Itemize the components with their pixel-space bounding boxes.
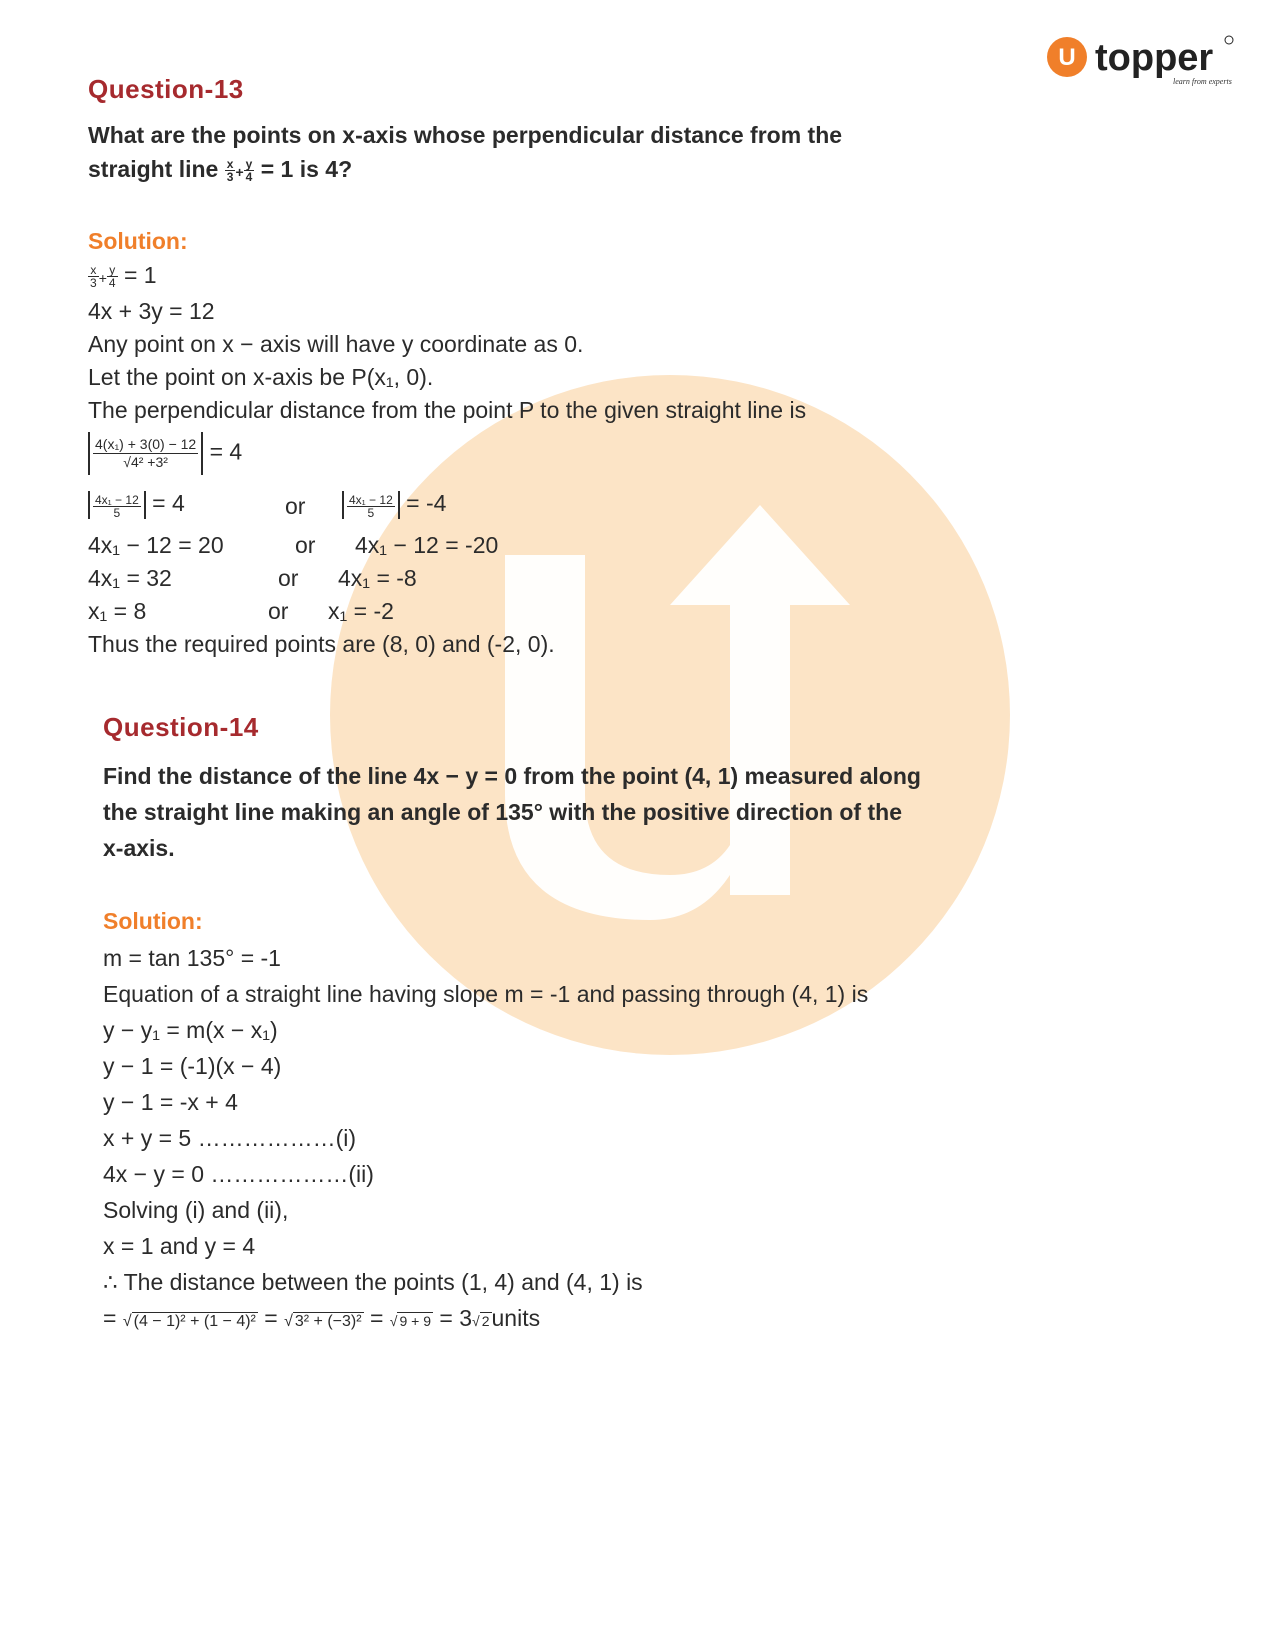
abs-numerator-2: 4x₁ − 12	[349, 492, 393, 507]
fraction-y-over-4: $\frac{y}{4}$	[245, 157, 253, 185]
final-sqrt-a: (4 − 1)² + (1 − 4)²	[133, 1313, 256, 1330]
distance-formula	[88, 432, 242, 475]
question-14-text-line3: x-axis.	[103, 835, 175, 861]
solution-14-line9: x = 1 and y = 4	[103, 1233, 256, 1259]
abs-numerator-1: 4x₁ − 12	[95, 492, 139, 507]
solution-14-line7: 4x − y = 0 ………………(ii)	[103, 1161, 374, 1187]
abs-denominator-2: 5	[367, 505, 375, 520]
distance-tail: = 4	[209, 438, 243, 465]
abs-equation-row-2	[342, 490, 446, 519]
question-13-text: What are the points on x-axis whose perpendicular distance from the straight line $\frac{x}{3}$ + $\frac{y}{4}$ = 1 is 4?	[88, 122, 843, 185]
solution-13-line3: Any point on x − axis will have y coordinate as 0.	[88, 331, 584, 357]
question-14-text-line2: the straight line making an angle of 135° with the positive direction of the	[103, 799, 902, 825]
final-sqrt-e: 2	[481, 1313, 490, 1329]
distance-denominator: √4² +3²	[123, 454, 168, 470]
abs-tail-2: = -4	[406, 490, 447, 516]
step3-left: x₁ = 8	[88, 598, 147, 624]
final-result: = 3	[439, 1305, 473, 1331]
solution-13-line5: The perpendicular distance from the point P to the given straight line is	[88, 397, 807, 423]
abs-equation-row	[88, 490, 185, 519]
topper-logo-icon	[1045, 32, 1245, 92]
solution-13-title: Solution:	[88, 228, 188, 254]
question-14-text-line1: Find the distance of the line 4x − y = 0 from the point (4, 1) measured along	[103, 763, 921, 789]
question-13-text-line1: What are the points on x-axis whose perpendicular distance from the	[88, 122, 843, 148]
final-units: units	[491, 1305, 541, 1331]
step2-right: 4x₁ = -8	[338, 565, 417, 591]
or-label-3: or	[278, 565, 299, 591]
solution-13-conclusion: Thus the required points are (8, 0) and (-2, 0).	[88, 631, 555, 657]
final-distance-formula: = √ (4 − 1)² + (1 − 4)² = √ 3² + (−3)² = √ 9 + 9 = 3√ 2units	[103, 1305, 541, 1331]
step3-right: x₁ = -2	[328, 598, 394, 624]
solution-14-line3: y − y₁ = m(x − x₁)	[103, 1017, 278, 1043]
svg-text:learn from experts: learn from experts	[1173, 77, 1232, 86]
svg-text:topper: topper	[1095, 37, 1214, 79]
question-14-text	[103, 758, 1063, 866]
or-label-4: or	[268, 598, 289, 624]
eq1-tail: = 1	[123, 262, 157, 288]
solution-14-line5: y − 1 = -x + 4	[103, 1089, 238, 1115]
abs-tail-1: = 4	[152, 490, 185, 516]
or-label-1: or	[285, 493, 306, 519]
step1-right: 4x₁ − 12 = -20	[355, 532, 499, 558]
svg-text:U: U	[1058, 44, 1076, 71]
or-label-2: or	[295, 532, 316, 558]
solution-14-line8: Solving (i) and (ii),	[103, 1197, 289, 1223]
step1-left: 4x₁ − 12 = 20	[88, 532, 224, 558]
solution-13-line4: Let the point on x-axis be P(x₁, 0).	[88, 364, 434, 390]
solution-14-title: Solution:	[103, 908, 203, 934]
solution-13-eq1: $\frac{x}{3}$ + $\frac{y}{4}$ = 1	[90, 262, 157, 291]
final-sqrt-b: 3² + (−3)²	[294, 1313, 362, 1330]
solution-13-eq2: 4x + 3y = 12	[88, 298, 215, 324]
abs-denominator-1: 5	[113, 505, 121, 520]
question-13-text-line2-end: = 1 is 4?	[260, 156, 353, 182]
solution-14-line2: Equation of a straight line having slope m = -1 and passing through (4, 1) is	[103, 981, 869, 1007]
solution-14-line10: ∴ The distance between the points (1, 4) and (4, 1) is	[103, 1269, 643, 1295]
fraction-x-over-3: $\frac{x}{3}$	[226, 157, 234, 185]
final-sqrt-c: 9 + 9	[399, 1313, 431, 1329]
solution-14-line4: y − 1 = (-1)(x − 4)	[103, 1053, 282, 1079]
question-13-title: Question-13	[88, 74, 244, 104]
solution-14-line6: x + y = 5 ………………(i)	[103, 1125, 357, 1151]
question-13-text-line2: straight line	[88, 156, 219, 182]
distance-numerator: 4(x₁) + 3(0) − 12	[95, 436, 197, 452]
solution-14-line1: m = tan 135° = -1	[103, 945, 281, 971]
question-14-title: Question-14	[103, 712, 259, 742]
step2-left: 4x₁ = 32	[88, 565, 172, 591]
